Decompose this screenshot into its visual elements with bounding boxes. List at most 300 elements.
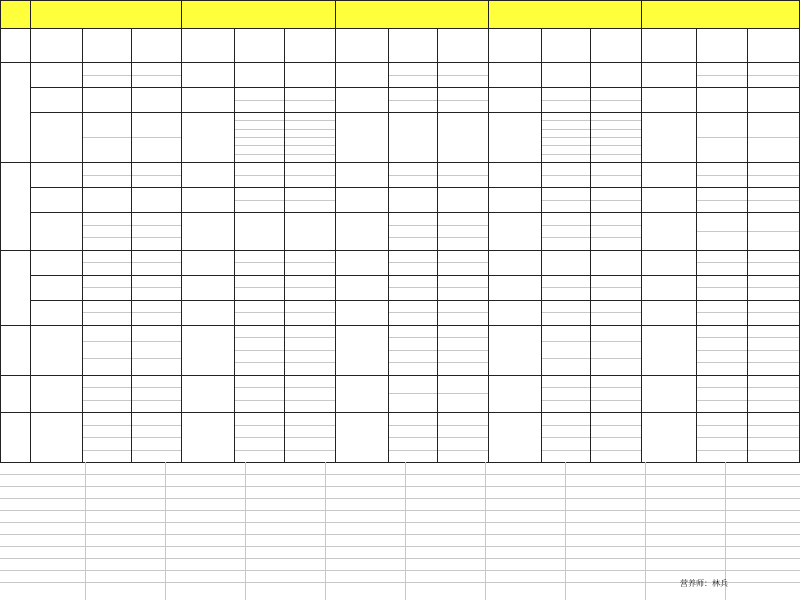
dish-name	[30, 300, 82, 325]
dish-name	[641, 375, 696, 413]
ingredient	[234, 312, 284, 325]
grid-line	[131, 28, 132, 462]
weight-grams	[284, 312, 335, 325]
grid-line	[0, 250, 800, 251]
weight-grams	[131, 237, 181, 250]
weight-grams	[131, 450, 181, 463]
weight-grams	[747, 287, 800, 300]
category-label	[0, 62, 30, 162]
ingredient	[82, 425, 131, 438]
ingredient	[388, 312, 438, 325]
ingredient	[696, 162, 748, 175]
column-header-ingredient	[541, 28, 591, 62]
grid-line	[0, 558, 800, 559]
ingredient	[234, 450, 284, 463]
dish-name	[335, 62, 388, 87]
weight-grams	[131, 187, 181, 212]
ingredient	[388, 412, 438, 425]
weight-grams	[284, 87, 335, 100]
ingredient	[234, 162, 284, 175]
weight-grams	[590, 175, 641, 188]
weight-grams	[284, 212, 335, 250]
dish-name	[488, 187, 541, 212]
ingredient	[82, 137, 131, 162]
ingredient	[388, 162, 438, 175]
ingredient	[541, 425, 591, 438]
weight-grams	[747, 425, 800, 438]
weight-grams	[437, 300, 488, 313]
weight-grams	[747, 262, 800, 275]
grid-line	[485, 462, 486, 600]
ingredient	[388, 175, 438, 188]
ingredient	[234, 120, 284, 128]
weight-grams	[284, 337, 335, 350]
dish-name	[181, 162, 234, 187]
weight-grams	[437, 375, 488, 394]
weight-grams	[590, 137, 641, 145]
weight-grams	[284, 100, 335, 113]
grid-line	[234, 28, 235, 462]
weight-grams	[284, 137, 335, 145]
ingredient	[388, 300, 438, 313]
dish-name	[488, 412, 541, 462]
weight-grams	[747, 362, 800, 375]
grid-line	[335, 0, 336, 462]
weight-grams	[284, 112, 335, 120]
ingredient	[541, 154, 591, 162]
grid-line	[0, 62, 800, 63]
dish-name	[181, 87, 234, 112]
ingredient	[696, 362, 748, 375]
weight-grams	[131, 212, 181, 225]
ingredient	[82, 225, 131, 238]
ingredient	[82, 375, 131, 388]
grid-line	[0, 546, 800, 547]
ingredient	[82, 175, 131, 188]
dish-name	[488, 62, 541, 87]
ingredient	[388, 87, 438, 100]
ingredient	[388, 62, 438, 75]
column-header-weight	[284, 28, 335, 62]
weight-grams	[590, 237, 641, 250]
weight-grams	[131, 175, 181, 188]
weight-grams	[437, 262, 488, 275]
weight-grams	[590, 100, 641, 113]
ingredient	[82, 237, 131, 250]
weight-grams	[131, 225, 181, 238]
weight-grams	[284, 145, 335, 153]
ingredient	[82, 162, 131, 175]
ingredient	[696, 400, 748, 413]
weight-grams	[284, 387, 335, 400]
ingredient	[388, 262, 438, 275]
grid-line	[0, 412, 800, 413]
weight-grams	[131, 341, 181, 358]
ingredient	[696, 300, 748, 313]
weight-grams	[437, 287, 488, 300]
weight-grams	[590, 145, 641, 153]
ingredient	[696, 200, 748, 213]
weight-grams	[747, 412, 800, 425]
ingredient	[541, 162, 591, 175]
weight-grams	[284, 129, 335, 137]
weight-grams	[590, 112, 641, 120]
column-header-ingredient	[82, 28, 131, 62]
weight-grams	[590, 250, 641, 275]
grid-line	[488, 0, 489, 462]
weight-grams	[590, 120, 641, 128]
ingredient	[696, 450, 748, 463]
weight-grams	[131, 358, 181, 375]
ingredient	[234, 187, 284, 200]
column-header-dish	[30, 28, 82, 62]
weight-grams	[131, 325, 181, 342]
grid-line	[165, 462, 166, 600]
grid-line	[0, 162, 800, 163]
ingredient	[541, 437, 591, 450]
grid-line	[245, 462, 246, 600]
weight-grams	[747, 187, 800, 200]
ingredient	[541, 187, 591, 200]
grid-line	[641, 0, 642, 462]
dish-name	[335, 412, 388, 462]
category-label	[0, 250, 30, 325]
ingredient	[541, 400, 591, 413]
weight-grams	[131, 312, 181, 325]
weight-grams	[437, 225, 488, 238]
category-label	[0, 325, 30, 375]
dietitian-signature: 营养师：林兵	[680, 579, 728, 588]
weight-grams	[284, 450, 335, 463]
grid-line	[437, 28, 438, 462]
ingredient	[696, 262, 748, 275]
grid-line	[30, 0, 31, 462]
weight-grams	[284, 437, 335, 450]
column-header-dish	[335, 28, 388, 62]
ingredient	[234, 300, 284, 313]
ingredient	[541, 358, 591, 375]
grid-line	[541, 28, 542, 462]
ingredient	[234, 100, 284, 113]
weight-grams	[437, 362, 488, 375]
weight-grams	[590, 187, 641, 200]
ingredient	[696, 62, 748, 75]
day-header	[335, 0, 488, 28]
grid-line	[0, 498, 800, 499]
weight-grams	[437, 250, 488, 263]
ingredient	[541, 100, 591, 113]
grid-line	[0, 325, 800, 326]
grid-line	[0, 534, 800, 535]
weight-grams	[131, 437, 181, 450]
grid-line	[85, 462, 86, 600]
weight-grams	[747, 62, 800, 75]
ingredient	[82, 450, 131, 463]
weight-grams	[284, 275, 335, 288]
ingredient	[82, 187, 131, 212]
ingredient	[234, 400, 284, 413]
weight-grams	[590, 62, 641, 87]
weight-grams	[590, 225, 641, 238]
ingredient	[388, 75, 438, 88]
weight-grams	[747, 337, 800, 350]
weight-grams	[590, 300, 641, 313]
weight-grams	[284, 287, 335, 300]
ingredient	[388, 275, 438, 288]
ingredient	[541, 145, 591, 153]
ingredient	[388, 375, 438, 394]
ingredient	[388, 337, 438, 350]
category-label	[0, 162, 30, 250]
dish-name	[335, 162, 388, 187]
dish-name	[488, 375, 541, 413]
weight-grams	[590, 154, 641, 162]
ingredient	[388, 350, 438, 363]
ingredient	[696, 350, 748, 363]
weight-grams	[284, 162, 335, 175]
ingredient	[234, 375, 284, 388]
grid-line	[0, 462, 800, 463]
dish-name	[181, 375, 234, 413]
dish-name	[641, 87, 696, 112]
weight-grams	[590, 425, 641, 438]
ingredient	[541, 237, 591, 250]
weight-grams	[284, 425, 335, 438]
dish-name	[641, 275, 696, 300]
ingredient	[234, 200, 284, 213]
weight-grams	[747, 312, 800, 325]
grid-line	[0, 522, 800, 523]
dish-name	[641, 250, 696, 275]
ingredient	[234, 129, 284, 137]
dish-name	[488, 212, 541, 250]
category-label	[0, 375, 30, 413]
weight-grams	[284, 187, 335, 200]
weight-grams	[747, 375, 800, 388]
weight-grams	[131, 87, 181, 112]
ingredient	[541, 287, 591, 300]
grid-line	[747, 28, 748, 462]
weight-grams	[590, 275, 641, 288]
grid-line	[82, 28, 83, 462]
weight-grams	[590, 400, 641, 413]
dish-name	[335, 87, 388, 112]
dish-name	[488, 87, 541, 112]
ingredient	[388, 450, 438, 463]
dish-name	[335, 375, 388, 413]
dish-name	[641, 212, 696, 250]
ingredient	[234, 437, 284, 450]
weight-grams	[747, 450, 800, 463]
ingredient	[234, 250, 284, 263]
weight-grams	[590, 312, 641, 325]
dish-name	[30, 275, 82, 300]
ingredient	[388, 237, 438, 250]
ingredient	[696, 287, 748, 300]
weight-grams	[437, 393, 488, 412]
weight-grams	[284, 362, 335, 375]
dish-name	[641, 112, 696, 162]
dish-name	[335, 212, 388, 250]
grid-line	[645, 462, 646, 600]
weight-grams	[747, 400, 800, 413]
grid-line	[325, 462, 326, 600]
weight-grams	[747, 387, 800, 400]
weight-grams	[284, 262, 335, 275]
ingredient	[541, 250, 591, 275]
dish-name	[335, 250, 388, 275]
weight-grams	[284, 250, 335, 263]
weight-grams	[437, 437, 488, 450]
dish-name	[335, 325, 388, 375]
grid-line	[181, 0, 182, 462]
ingredient	[696, 437, 748, 450]
ingredient	[696, 425, 748, 438]
ingredient	[234, 387, 284, 400]
dish-name	[488, 275, 541, 300]
ingredient	[541, 412, 591, 425]
ingredient	[234, 62, 284, 87]
weight-grams	[437, 312, 488, 325]
dish-name	[30, 212, 82, 250]
ingredient	[82, 87, 131, 112]
weight-grams	[747, 112, 800, 137]
weight-grams	[284, 154, 335, 162]
grid-line	[284, 28, 285, 462]
weight-grams	[131, 287, 181, 300]
weight-grams	[747, 137, 800, 162]
weight-grams	[747, 162, 800, 175]
weight-grams	[747, 200, 800, 213]
weight-grams	[131, 162, 181, 175]
ingredient	[541, 275, 591, 288]
ingredient	[388, 362, 438, 375]
weight-grams	[131, 275, 181, 288]
ingredient	[541, 137, 591, 145]
column-header-ingredient	[234, 28, 284, 62]
weight-grams	[437, 212, 488, 225]
dish-name	[641, 62, 696, 87]
ingredient	[696, 112, 748, 137]
ingredient	[541, 62, 591, 87]
dish-name	[30, 162, 82, 187]
ingredient	[234, 350, 284, 363]
weight-grams	[437, 425, 488, 438]
ingredient	[82, 275, 131, 288]
ingredient	[234, 154, 284, 162]
ingredient	[696, 187, 748, 200]
column-header-weight	[437, 28, 488, 62]
dish-name	[641, 325, 696, 375]
ingredient	[388, 393, 438, 412]
ingredient	[82, 262, 131, 275]
weight-grams	[437, 412, 488, 425]
ingredient	[234, 325, 284, 338]
ingredient	[696, 412, 748, 425]
weight-grams	[747, 300, 800, 313]
weight-grams	[590, 387, 641, 400]
ingredient	[388, 187, 438, 212]
weight-grams	[590, 358, 641, 375]
weight-grams	[590, 287, 641, 300]
ingredient	[82, 287, 131, 300]
weight-grams	[437, 350, 488, 363]
dish-name	[335, 275, 388, 300]
weight-grams	[590, 200, 641, 213]
ingredient	[388, 250, 438, 263]
ingredient	[234, 262, 284, 275]
grid-line	[388, 28, 389, 462]
grid-line	[0, 486, 800, 487]
weight-grams	[131, 375, 181, 388]
weight-grams	[284, 120, 335, 128]
ingredient	[541, 212, 591, 225]
dish-name	[641, 162, 696, 187]
category-label	[0, 412, 30, 462]
ingredient	[541, 87, 591, 100]
weight-grams	[437, 275, 488, 288]
column-header-ingredient	[696, 28, 748, 62]
weight-grams	[747, 437, 800, 450]
ingredient	[82, 437, 131, 450]
ingredient	[234, 412, 284, 425]
ingredient	[388, 425, 438, 438]
ingredient	[234, 175, 284, 188]
ingredient	[696, 212, 748, 231]
ingredient	[696, 337, 748, 350]
ingredient	[82, 250, 131, 263]
weight-grams	[131, 300, 181, 313]
ingredient	[541, 375, 591, 388]
dish-name	[181, 212, 234, 250]
dish-name	[30, 325, 82, 375]
dish-name	[488, 300, 541, 325]
ingredient	[82, 400, 131, 413]
dish-name	[181, 412, 234, 462]
weight-grams	[437, 87, 488, 100]
weight-grams	[747, 212, 800, 231]
ingredient	[541, 325, 591, 342]
weight-grams	[590, 437, 641, 450]
weight-grams	[437, 162, 488, 175]
weight-grams	[747, 275, 800, 288]
grid-line	[0, 0, 1, 462]
weight-grams	[131, 112, 181, 137]
weight-grams	[747, 250, 800, 263]
ingredient	[388, 212, 438, 225]
column-header-dish	[641, 28, 696, 62]
ingredient	[696, 231, 748, 250]
column-header-dish	[181, 28, 234, 62]
dish-name	[641, 412, 696, 462]
weight-grams	[131, 387, 181, 400]
dish-name	[181, 300, 234, 325]
weight-grams	[437, 450, 488, 463]
weight-grams	[437, 62, 488, 75]
ingredient	[82, 312, 131, 325]
dish-name	[181, 275, 234, 300]
ingredient	[234, 137, 284, 145]
column-header-ingredient	[388, 28, 438, 62]
weight-grams	[747, 325, 800, 338]
grid-line	[565, 462, 566, 600]
weight-grams	[284, 412, 335, 425]
grid-line	[0, 28, 800, 29]
ingredient	[541, 175, 591, 188]
weight-grams	[437, 237, 488, 250]
ingredient	[388, 287, 438, 300]
weight-grams	[284, 350, 335, 363]
